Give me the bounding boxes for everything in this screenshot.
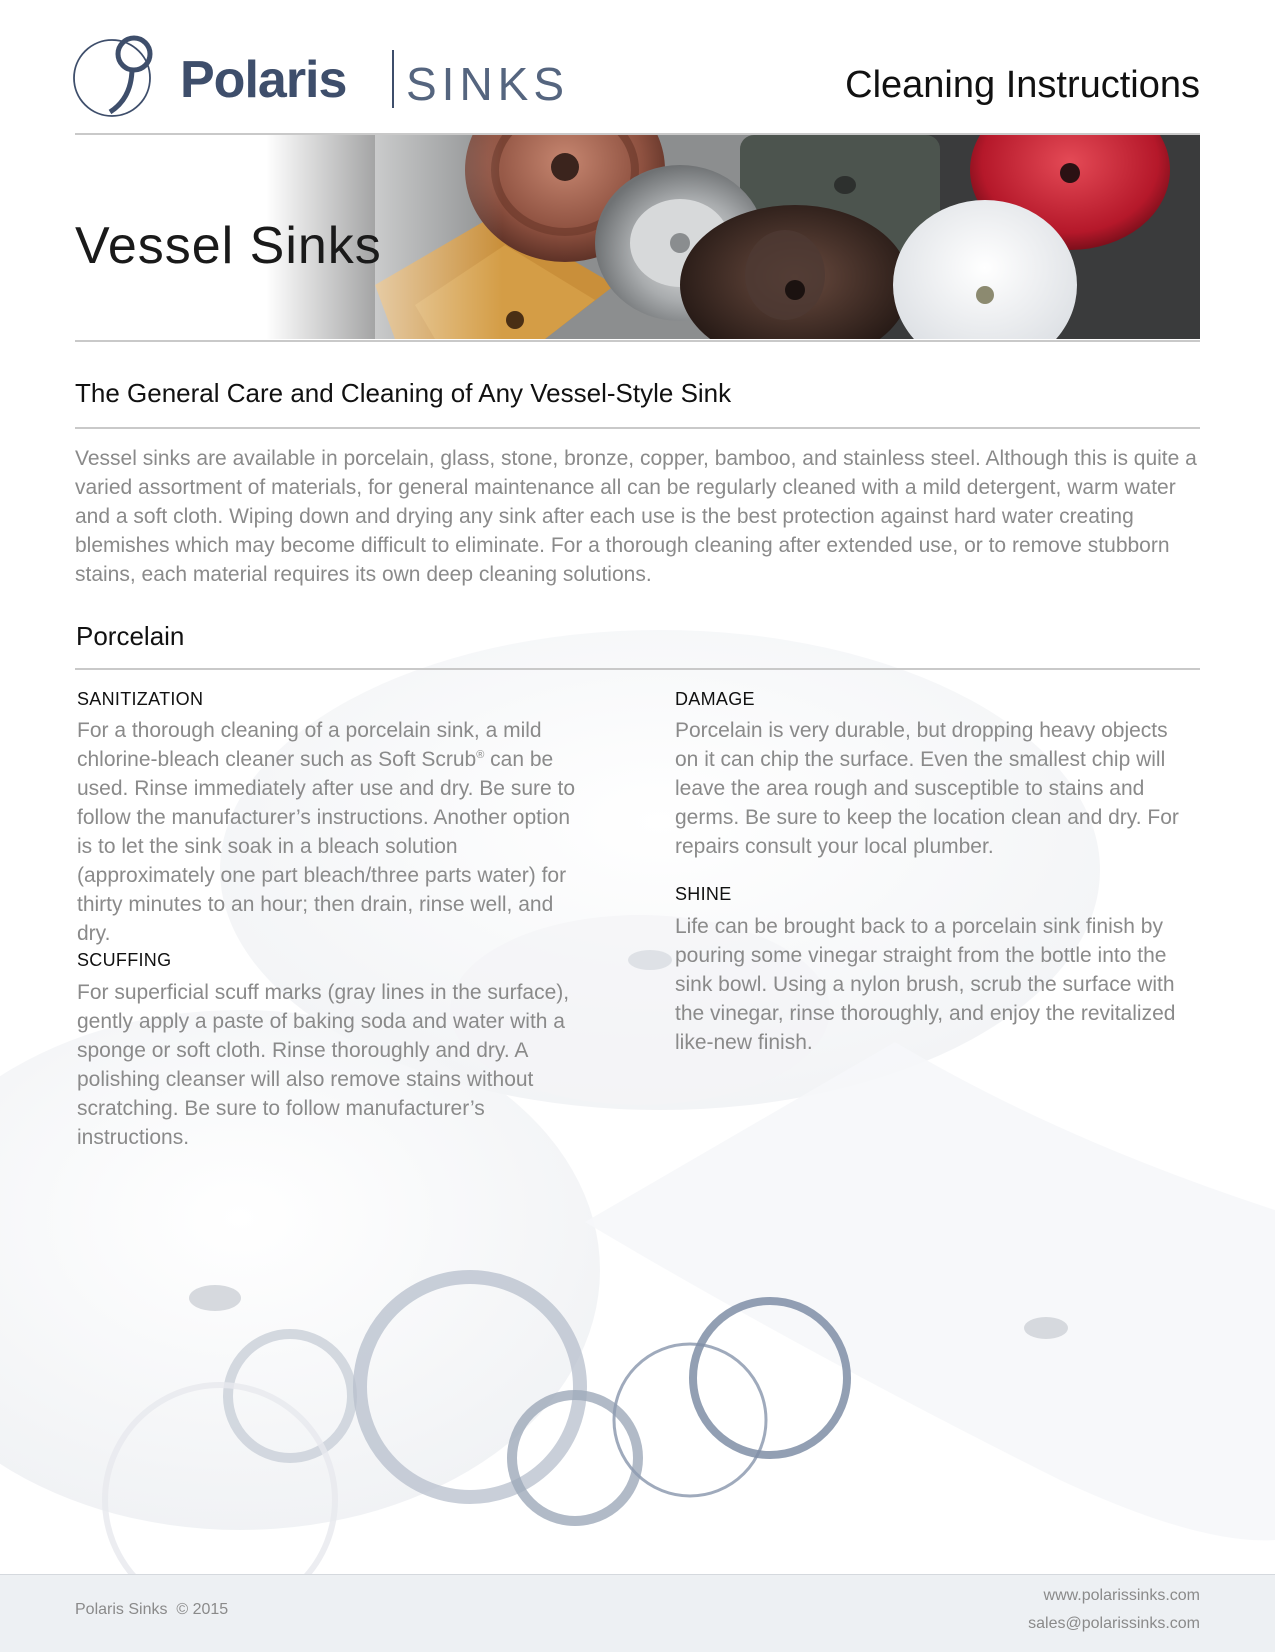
shine-title: SHINE: [675, 884, 732, 904]
banner-rule: [75, 340, 1200, 342]
footer-email-link[interactable]: sales@polarissinks.com: [1028, 1615, 1200, 1632]
scuffing-title: SCUFFING: [77, 950, 172, 970]
sanitization-paragraph: For a thorough cleaning of a porcelain sink, a mild chlorine-bleach cleaner such as Soft Scrub® can be used. Rinse immediately after use and dry. Be sure to follow the manufacturer’s instructions. Another option is to let the sink soak in a bleach solution (approximately one part bleach/three parts water) for thirty minutes to an hour; then drain, rinse well, and dry.: [77, 719, 576, 945]
sanitization-title: SANITIZATION: [77, 689, 204, 709]
porcelain-rule: [75, 668, 1200, 670]
porcelain-heading: Porcelain: [76, 621, 185, 651]
section-rule: [75, 427, 1200, 429]
banner-title: Vessel Sinks: [75, 217, 382, 275]
section-heading: The General Care and Cleaning of Any Vessel-Style Sink: [75, 378, 732, 408]
brand-name: Polaris: [180, 51, 347, 109]
registered-mark: ®: [476, 749, 485, 761]
drain-center: [628, 950, 672, 970]
drain-left: [189, 1285, 241, 1311]
shine-paragraph: Life can be brought back to a porcelain sink finish by pouring some vinegar straight from the bottle into the sink bowl. Using a nylon brush, scrub the surface with the vinegar, rinse thoroughly, and enjoy the revitalized like-new finish.: [675, 915, 1176, 1054]
basin-right: [585, 1042, 1275, 1540]
scuffing-paragraph: For superficial scuff marks (gray lines in the surface), gently apply a paste of baking soda and water with a sponge or soft cloth. Rinse thoroughly and dry. A polishing cleanser will also remove stains without scratching. Be sure to follow manufacturer’s instructions.: [77, 981, 570, 1149]
drain-right: [1024, 1317, 1068, 1339]
damage-title: DAMAGE: [675, 689, 755, 709]
brand-product: SINKS: [406, 58, 570, 110]
brand-divider: [392, 50, 394, 108]
damage-paragraph: Porcelain is very durable, but dropping heavy objects on it can chip the surface. Even the smallest chip will leave the area rough and susceptible to stains and germs. Be sure to keep the location clean and dry. For repairs consult your local plumber.: [675, 719, 1179, 858]
document-title: Cleaning Instructions: [845, 64, 1200, 106]
footer-copyright: Polaris Sinks © 2015: [75, 1601, 229, 1618]
footer-website-link[interactable]: www.polarissinks.com: [1043, 1587, 1200, 1604]
polaris-logo-icon: [70, 32, 156, 118]
intro-paragraph: Vessel sinks are available in porcelain, glass, stone, bronze, copper, bamboo, and stainless steel. Although this is quite a varied assortment of materials, for general maintenance all can be regularly cleaned with a mild detergent, warm water and a soft cloth. Wiping down and drying any sink after each use is the best protection against hard water creating blemishes which may become difficult to eliminate. For a thorough cleaning after extended use, or to remove stubborn stains, each material requires its own deep cleaning solutions.: [75, 447, 1197, 586]
